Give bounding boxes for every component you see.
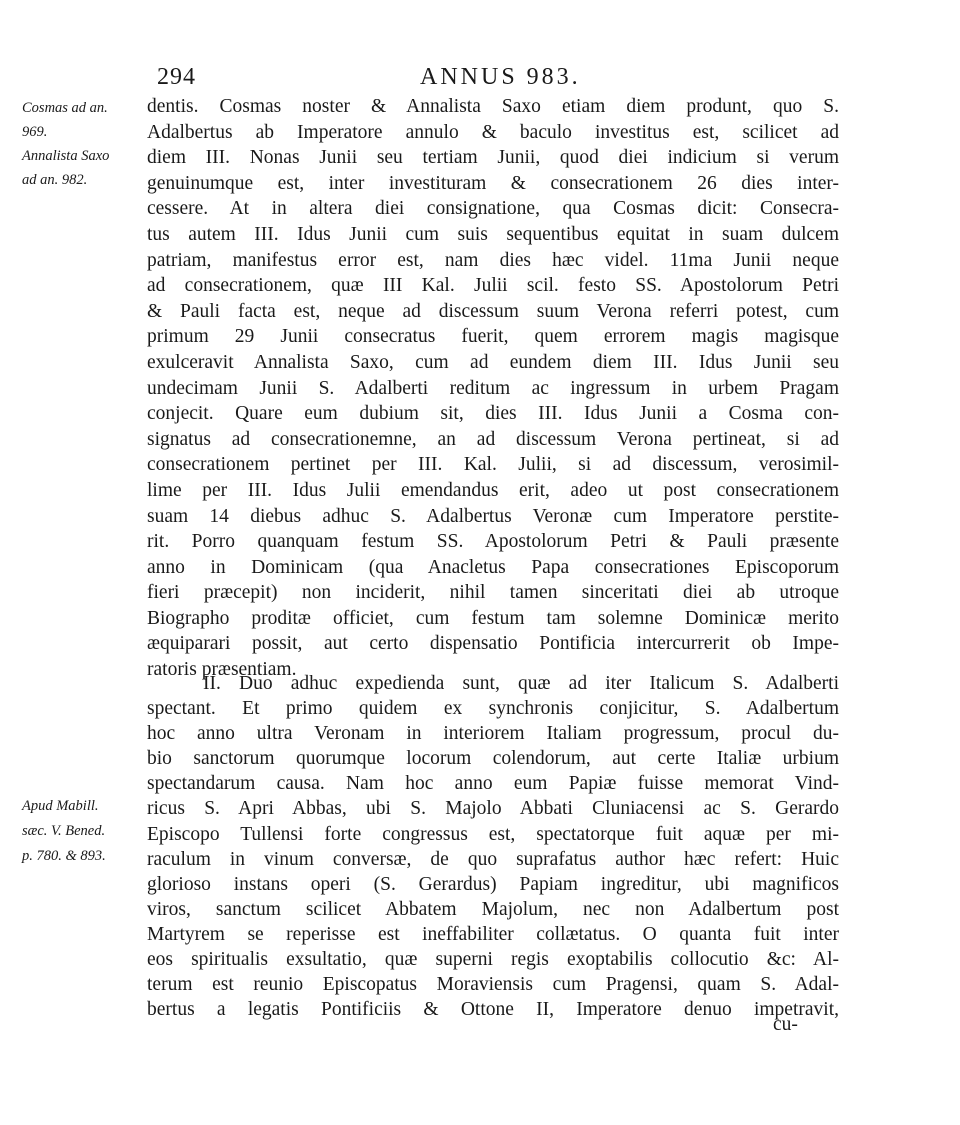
margin-note-line: 969. [22, 124, 48, 140]
paragraph-1 [147, 94, 839, 683]
text-line: terum est reunio Episcopatus Moraviensis cum Pragensi, quam S. Adal- [147, 974, 839, 996]
text-line: Adalbertus ab Imperatore annulo & baculo investitus est, scilicet ad [147, 121, 839, 143]
text-line: anno in Dominicam (qua Anacletus Papa consecrationes Episcoporum [147, 556, 839, 578]
running-title: ANNUS 983. [420, 64, 581, 90]
text-line: fieri præcepit) non inciderit, nihil tamen sinceritati diei ab utroque [147, 582, 839, 604]
margin-note-mabillon [22, 794, 150, 869]
margin-note-line: Annalista Saxo [22, 148, 110, 164]
text-line: æquiparari possit, aut certo dispensatio Pontificia intercurrerit ob Impe- [147, 633, 839, 655]
margin-note-line: ad an. 982. [22, 172, 88, 188]
margin-note-line: Apud Mabill. [22, 798, 99, 814]
margin-note-line: sæc. V. Bened. [22, 823, 106, 839]
text-line: hoc anno ultra Veronam in interiorem Italiam progressum, procul du- [147, 723, 839, 745]
text-line: dentis. Cosmas noster & Annalista Saxo etiam diem produnt, quo S. [147, 96, 839, 117]
text-line: ricus S. Apri Abbas, ubi S. Majolo Abbati Cluniacensi ac S. Gerardo [147, 798, 839, 820]
text-line: ad consecrationem, quæ III Kal. Julii scil. festo SS. Apostolorum Petri [147, 275, 839, 297]
text-line: & Pauli facta est, neque ad discessum suum Verona referri potest, cum [147, 300, 839, 322]
margin-note-cosmas [22, 96, 150, 192]
text-line: conjecit. Quare eum dubium sit, dies III. Idus Junii a Cosma con- [147, 403, 839, 425]
text-line: eos spiritualis exsultatio, quæ superni regis exoptabilis collocutio &c: Al- [147, 949, 839, 971]
text-line: spectant. Et primo quidem ex synchronis conjicitur, S. Adalbertum [147, 698, 839, 720]
text-line: diem III. Nonas Junii seu tertiam Junii, quod diei indicium si verum [147, 147, 839, 169]
text-line: rit. Porro quanquam festum SS. Apostolorum Petri & Pauli præsente [147, 531, 839, 553]
text-line: consecrationem pertinet per III. Kal. Julii, si ad discessum, verosimil- [147, 454, 839, 476]
text-line: bio sanctorum quorumque locorum colendorum, aut certe Italiæ urbium [147, 748, 839, 770]
page-number: 294 [157, 64, 196, 90]
text-line: undecimam Junii S. Adalberti reditum ac ingressum in urbem Pragam [147, 377, 839, 399]
text-line: spectandarum causa. Nam hoc anno eum Papiæ fuisse memorat Vind- [147, 773, 839, 795]
text-line: glorioso instans operi (S. Gerardus) Papiam ingreditur, ubi magnificos [147, 873, 839, 895]
catchword: cu- [773, 1014, 798, 1035]
margin-note-line: Cosmas ad an. [22, 100, 108, 116]
text-line: viros, sanctum scilicet Abbatem Majolum, nec non Adalbertum post [147, 898, 839, 920]
text-line: raculum in vinum conversæ, de quo suprafatus author hæc refert: Huic [147, 848, 839, 870]
text-line: cessere. At in altera diei consignatione, qua Cosmas dicit: Consecra- [147, 198, 839, 220]
text-line: lime per III. Idus Julii emendandus erit, adeo ut post consecrationem [147, 479, 839, 501]
text-line: Biographo proditæ officiet, cum festum tam solemne Dominicæ merito [147, 607, 839, 629]
text-line: signatus ad consecrationemne, an ad discessum Verona pertineat, si ad [147, 428, 839, 450]
margin-note-line: p. 780. & 893. [22, 848, 106, 864]
text-line: bertus a legatis Pontificiis & Ottone II, Imperatore denuo impetravit, [147, 999, 839, 1021]
text-line: Episcopo Tullensi forte congressus est, spectatorque fuit aquæ per mi- [147, 823, 839, 845]
text-line: patriam, manifestus error est, nam dies hæc videl. 11ma Junii neque [147, 249, 839, 271]
text-line: tus autem III. Idus Junii cum suis sequentibus equitat in suam dulcem [147, 223, 839, 245]
text-line: exulceravit Annalista Saxo, cum ad eundem diem III. Idus Junii seu [147, 351, 839, 373]
page-header [0, 64, 960, 94]
text-line: genuinumque est, inter investituram & consecrationem 26 dies inter- [147, 172, 839, 194]
text-line: suam 14 diebus adhuc S. Adalbertus Veronæ cum Imperatore perstite- [147, 505, 839, 527]
text-line: Martyrem se reperisse est ineffabiliter collætatus. O quanta fuit inter [147, 923, 839, 945]
text-line: ratoris præsentiam. [147, 659, 297, 681]
paragraph-2 [147, 671, 839, 1022]
text-line: primum 29 Junii consecratus fuerit, quem errorem magis magisque [147, 326, 839, 348]
text-line: II. Duo adhuc expedienda sunt, quæ ad iter Italicum S. Adalberti [203, 673, 839, 694]
